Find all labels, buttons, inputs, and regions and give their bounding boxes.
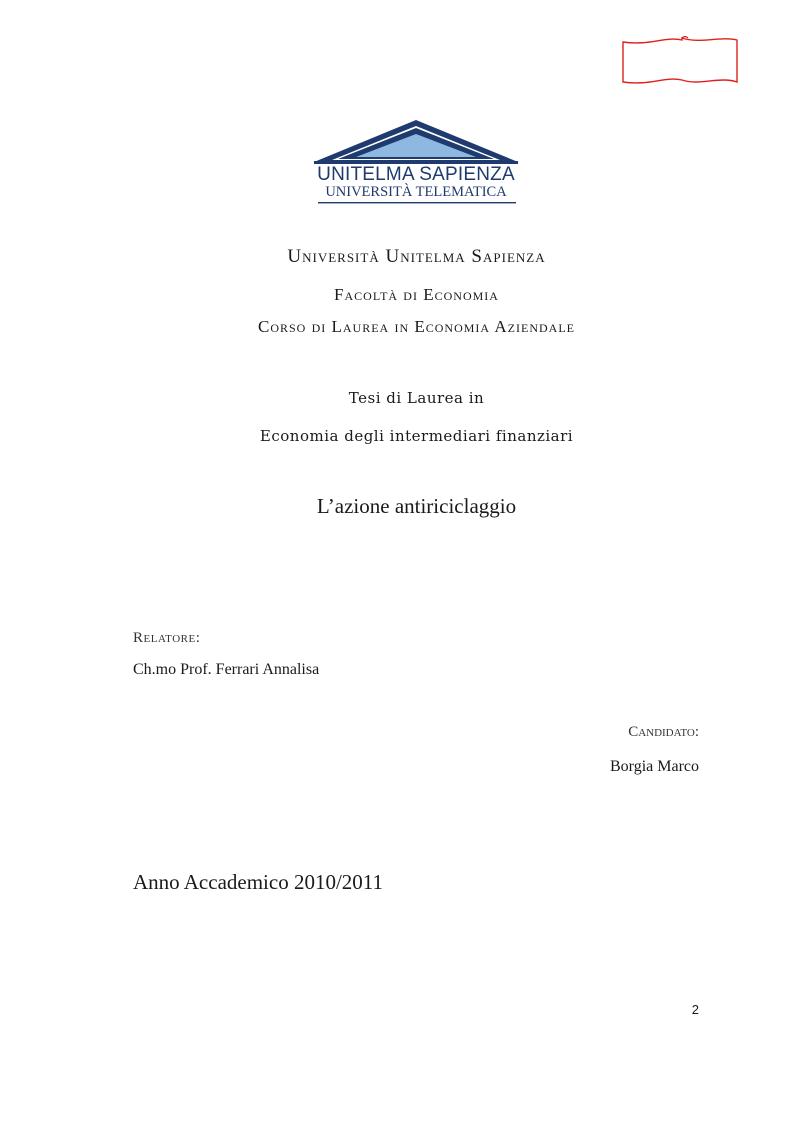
logo-line-1: UNITELMA SAPIENZA bbox=[317, 164, 515, 185]
relatore-name: Ch.mo Prof. Ferrari Annalisa bbox=[133, 661, 320, 678]
faculty-name: Facoltà di Economia bbox=[334, 285, 499, 304]
page-number: 2 bbox=[691, 1002, 699, 1017]
thesis-subject: Economia degli intermediari finanziari bbox=[259, 427, 574, 445]
thesis-type: Tesi di Laurea in bbox=[348, 389, 485, 407]
university-name: Università Unitelma Sapienza bbox=[287, 246, 546, 267]
logo-line-2: UNIVERSITÀ TELEMATICA bbox=[325, 184, 507, 200]
candidato-name: Borgia Marco bbox=[609, 758, 699, 775]
course-name: Corso di Laurea in Economia Aziendale bbox=[257, 317, 575, 336]
candidato-label: Candidato: bbox=[628, 724, 699, 740]
thesis-title: L’azione antiriciclaggio bbox=[316, 494, 517, 518]
stamp-frame bbox=[620, 36, 740, 86]
relatore-label: Relatore: bbox=[133, 630, 201, 646]
academic-year: Anno Accademico 2010/2011 bbox=[133, 870, 384, 894]
